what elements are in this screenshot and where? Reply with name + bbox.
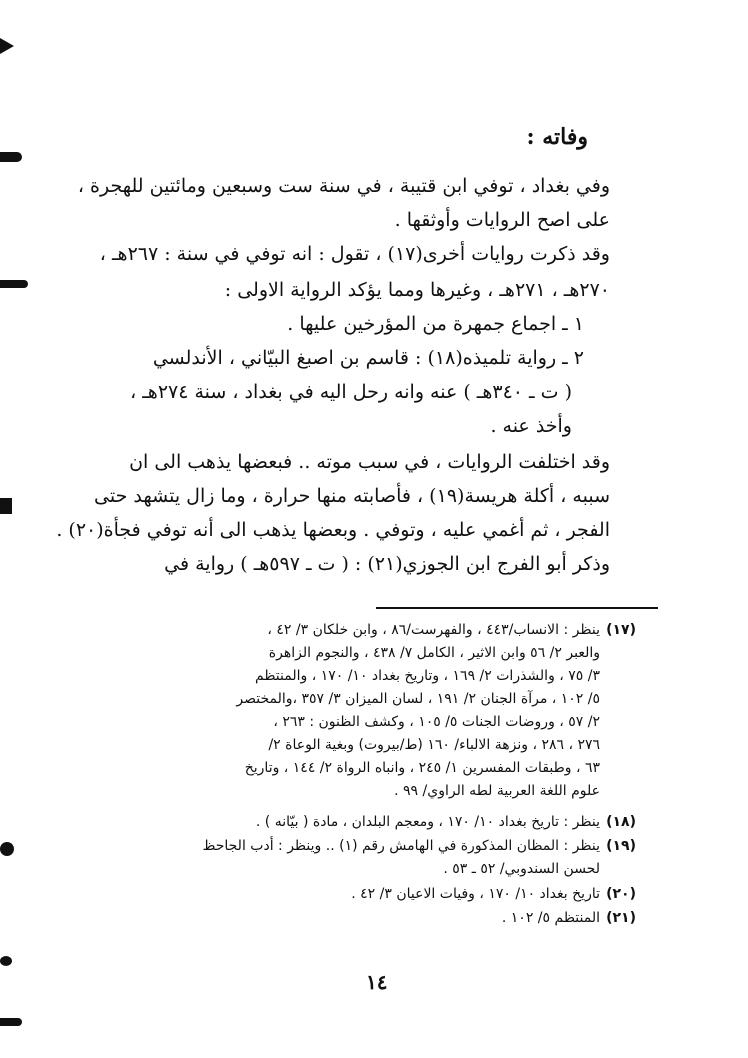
footnote-line: ٥/ ١٠٢ ، مرآة الجنان ٢/ ١٩١ ، لسان الميزان ٣/ ٣٥٧ ،والمختصر: [236, 691, 600, 707]
scan-edge-mark: [0, 152, 22, 162]
body-line: ٢ ـ رواية تلميذه(١٨) : قاسم بن اصبغ البيّاني ، الأندلسي: [152, 347, 584, 369]
footnote-line: تاريخ بغداد ١٠/ ١٧٠ ، وفيات الاعيان ٣/ ٤٢ .: [351, 886, 600, 902]
body-line: ( ت ـ ٣٤٠هـ ) عنه وانه رحل اليه في بغداد ، سنة ٢٧٤هـ ،: [130, 381, 572, 403]
scan-edge-mark: [0, 280, 28, 288]
body-line: وذكر أبو الفرج ابن الجوزي(٢١) : ( ت ـ ٥٩٧هـ ) رواية في: [164, 553, 610, 575]
body-line: على اصح الروايات وأوثقها .: [394, 209, 610, 231]
footnote-line: المنتظم ٥/ ١٠٢ .: [501, 910, 600, 926]
body-line: وأخذ عنه .: [490, 415, 572, 437]
body-line: ٢٧٠هـ ، ٢٧١هـ ، وغيرها ومما يؤكد الرواية الاولى :: [224, 279, 610, 301]
scan-edge-mark: [0, 956, 12, 966]
footnote-line: ينظر : تاريخ بغداد ١٠/ ١٧٠ ، ومعجم البلدان ، مادة ( بيّانه ) .: [255, 814, 600, 830]
body-line: سببه ، أكلة هريسة(١٩) ، فأصابته منها حرارة ، وما زال يتشهد حتى: [94, 485, 610, 507]
footnote-line: ٢٧٦ ، ٢٨٦ ، ونزهة الالباء/ ١٦٠ (ط/بيروت) وبغية الوعاة ٢/: [268, 737, 600, 753]
footnote-line: لحسن السندوبي/ ٥٢ ـ ٥٣ .: [443, 861, 600, 877]
footnote-line: والعبر ٢/ ٥٦ وابن الاثير ، الكامل ٧/ ٤٣٨ ، والنجوم الزاهرة: [268, 645, 600, 661]
footnote-number: (١٧): [606, 622, 636, 638]
footnote-line: علوم اللغة العربية لطه الراوي/ ٩٩ .: [394, 783, 600, 799]
footnote-line: ينظر : الانساب/٤٤٣ ، والفهرست/٨٦ ، وابن خلكان ٣/ ٤٢ ،: [267, 622, 600, 638]
section-heading: وفاته :: [526, 124, 588, 150]
scan-edge-mark: [0, 38, 14, 54]
body-line: الفجر ، ثم أغمي عليه ، وتوفي . وبعضها يذهب الى أنه توفي فجأة(٢٠) .: [56, 519, 610, 541]
footnote-number: (١٩): [606, 838, 636, 854]
footnote-line: ينظر : المظان المذكورة في الهامش رقم (١) .. وينظر : أدب الجاحظ: [202, 838, 600, 854]
body-line: وفي بغداد ، توفي ابن قتيبة ، في سنة ست وسبعين ومائتين للهجرة ،: [77, 175, 610, 197]
footnote-number: (٢١): [606, 910, 636, 926]
page-number: ١٤: [366, 970, 388, 994]
footnote-line: ٢/ ٥٧ ، وروضات الجنات ٥/ ١٠٥ ، وكشف الظنون : ٢٦٣ ،: [273, 714, 600, 730]
scan-edge-mark: [0, 1018, 22, 1026]
body-line: ١ ـ اجماع جمهرة من المؤرخين عليها .: [287, 313, 584, 335]
scan-edge-mark: [0, 498, 12, 514]
scan-edge-mark: [0, 842, 14, 856]
body-line: وقد ذكرت روايات أخرى(١٧) ، تقول : انه توفي في سنة : ٢٦٧هـ ،: [99, 243, 610, 265]
footnote-separator: [376, 607, 658, 609]
footnote-line: ٣/ ٧٥ ، والشذرات ٢/ ١٦٩ ، وتاريخ بغداد ١٠/ ١٧٠ ، والمنتظم: [255, 668, 600, 684]
footnote-number: (٢٠): [606, 886, 636, 902]
footnote-number: (١٨): [606, 814, 636, 830]
footnote-line: ٦٣ ، وطبقات المفسرين ١/ ٢٤٥ ، وانباه الرواة ٢/ ١٤٤ ، وتاريخ: [244, 760, 600, 776]
body-line: وقد اختلفت الروايات ، في سبب موته .. فبعضها يذهب الى ان: [129, 451, 610, 473]
